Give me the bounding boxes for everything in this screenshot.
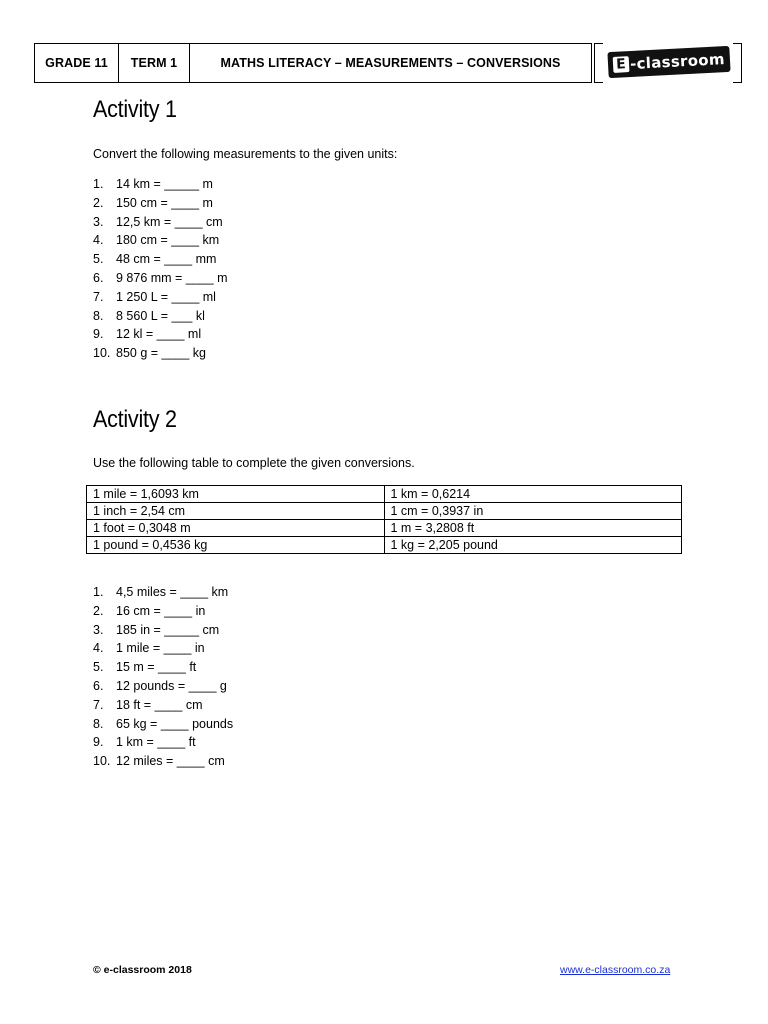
question-text: 48 cm = ____ mm xyxy=(116,252,217,267)
question-number: 8. xyxy=(93,308,104,323)
question-item xyxy=(93,752,233,771)
question-text: 1 mile = ____ in xyxy=(116,641,205,656)
question-number: 1. xyxy=(93,177,104,191)
question-item xyxy=(93,583,233,602)
question-item xyxy=(93,344,228,363)
question-item xyxy=(93,194,228,213)
table-cell: 1 mile = 1,6093 km xyxy=(87,486,385,503)
conversion-table xyxy=(86,485,682,554)
table-row xyxy=(87,503,682,520)
question-number: 5. xyxy=(93,660,104,675)
logo-text: -classroom xyxy=(629,50,726,74)
question-number: 2. xyxy=(93,603,104,618)
activity1-heading: Activity 1 xyxy=(93,96,177,123)
table-row xyxy=(87,537,682,554)
question-number: 10. xyxy=(93,346,111,361)
question-number: 8. xyxy=(93,716,104,731)
question-number: 4. xyxy=(93,641,104,656)
question-item xyxy=(93,658,233,677)
question-number: 4. xyxy=(93,233,104,248)
activity1-question-list xyxy=(93,175,228,363)
activity2-instruction: Use the following table to complete the given conversions. xyxy=(93,456,415,470)
question-item xyxy=(93,639,233,658)
question-number: 10. xyxy=(93,754,111,769)
question-text: 150 cm = ____ m xyxy=(116,195,213,210)
question-item xyxy=(93,269,228,288)
question-item xyxy=(93,602,233,621)
question-text: 12 pounds = ____ g xyxy=(116,678,227,693)
question-number: 7. xyxy=(93,289,104,304)
question-item xyxy=(93,325,228,344)
grade-label: GRADE 11 xyxy=(34,43,119,83)
question-text: 1 250 L = ____ ml xyxy=(116,289,216,304)
question-item xyxy=(93,288,228,307)
term-label: TERM 1 xyxy=(118,43,190,83)
question-number: 3. xyxy=(93,214,104,229)
activity2-question-list xyxy=(93,583,233,771)
question-text: 12 miles = ____ cm xyxy=(116,754,225,769)
logo-frame xyxy=(594,43,742,83)
table-row xyxy=(87,486,682,503)
question-text: 12,5 km = ____ cm xyxy=(116,214,223,229)
question-text: 12 kl = ____ ml xyxy=(116,327,202,342)
question-text: 1 km = ____ ft xyxy=(116,735,196,750)
logo-badge: E xyxy=(613,56,630,73)
question-item xyxy=(93,621,233,640)
activity2-heading: Activity 2 xyxy=(93,406,177,433)
logo-bracket-right xyxy=(733,43,742,83)
question-number: 6. xyxy=(93,678,104,693)
copyright-text: © e-classroom 2018 xyxy=(93,964,192,976)
question-item xyxy=(93,213,228,232)
question-number: 9. xyxy=(93,327,104,342)
question-number: 7. xyxy=(93,697,104,712)
logo-bracket-left xyxy=(594,43,603,83)
table-cell: 1 inch = 2,54 cm xyxy=(87,503,385,520)
question-item xyxy=(93,307,228,326)
question-text: 8 560 L = ___ kl xyxy=(116,308,205,323)
table-cell: 1 kg = 2,205 pound xyxy=(384,537,682,554)
question-number: 6. xyxy=(93,270,104,285)
question-text: 18 ft = ____ cm xyxy=(116,697,203,712)
question-text: 850 g = ____ kg xyxy=(116,346,207,361)
question-number: 3. xyxy=(93,622,104,637)
question-item xyxy=(93,231,228,250)
table-cell: 1 km = 0,6214 xyxy=(384,486,682,503)
question-item xyxy=(93,175,228,194)
question-item xyxy=(93,696,233,715)
question-text: 185 in = _____ cm xyxy=(116,622,220,637)
question-item xyxy=(93,715,233,734)
question-text: 16 cm = ____ in xyxy=(116,603,206,618)
question-text: 9 876 mm = ____ m xyxy=(116,270,228,285)
table-cell: 1 foot = 0,3048 m xyxy=(87,520,385,537)
question-item xyxy=(93,733,233,752)
question-item xyxy=(93,250,228,269)
question-item xyxy=(93,677,233,696)
question-text: 14 km = _____ m xyxy=(116,177,213,191)
header-bar xyxy=(34,43,592,83)
e-classroom-logo xyxy=(607,46,730,78)
website-link[interactable]: www.e-classroom.co.za xyxy=(560,964,671,976)
table-cell: 1 cm = 0,3937 in xyxy=(384,503,682,520)
table-cell: 1 m = 3,2808 ft xyxy=(384,520,682,537)
table-row xyxy=(87,520,682,537)
worksheet-title: MATHS LITERACY – MEASUREMENTS – CONVERSIONS xyxy=(189,43,592,83)
question-number: 9. xyxy=(93,735,104,750)
question-number: 1. xyxy=(93,585,104,599)
question-text: 180 cm = ____ km xyxy=(116,233,220,248)
table-cell: 1 pound = 0,4536 kg xyxy=(87,537,385,554)
activity1-instruction: Convert the following measurements to the given units: xyxy=(93,147,398,161)
question-text: 15 m = ____ ft xyxy=(116,660,197,675)
question-text: 65 kg = ____ pounds xyxy=(116,716,234,731)
question-text: 4,5 miles = ____ km xyxy=(116,585,229,599)
question-number: 2. xyxy=(93,195,104,210)
question-number: 5. xyxy=(93,252,104,267)
